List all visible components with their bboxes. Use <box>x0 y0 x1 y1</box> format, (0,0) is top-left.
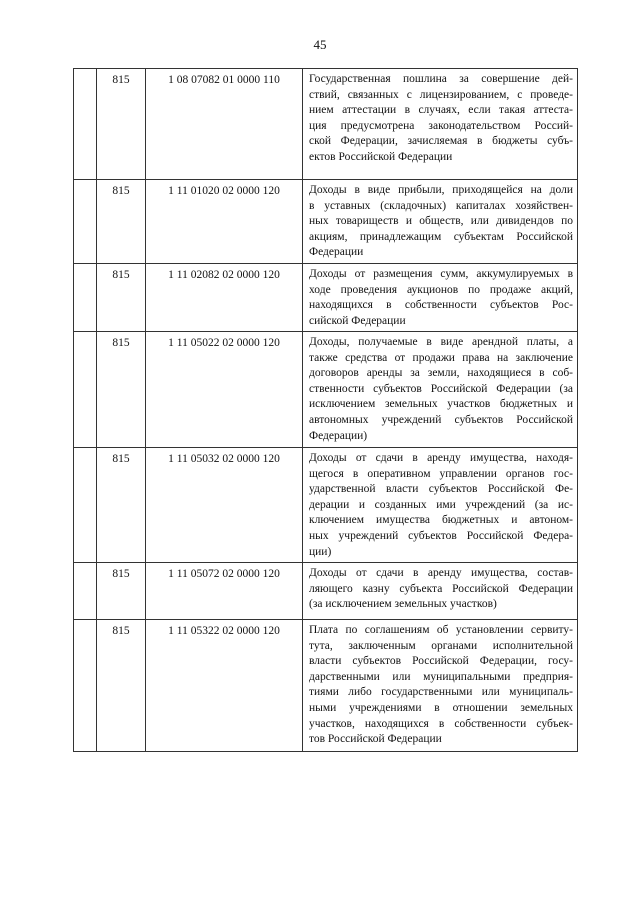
description-line: тиями либо государственными или муниципаль- <box>309 686 573 699</box>
description-line: в уставных (складочных) капиталах хозяйствен- <box>309 199 573 212</box>
description-cell <box>303 448 578 563</box>
blank-cell <box>74 563 97 620</box>
page-number: 45 <box>313 37 327 52</box>
description-cell <box>303 180 578 264</box>
budget-code-cell: 1 08 07082 01 0000 110 <box>146 69 303 180</box>
description-line: Доходы в виде прибыли, приходящейся на доли <box>309 184 573 196</box>
description-line: ции) <box>309 545 332 558</box>
budget-code-cell: 1 11 02082 02 0000 120 <box>146 264 303 332</box>
description-line: участков, находящихся в собственности субъек- <box>309 717 573 730</box>
description-line: сийской Федерации <box>309 314 406 327</box>
description-line: нием аттестации в случаях, если такая аттеста- <box>309 104 573 117</box>
table-row <box>74 264 578 332</box>
description-line: ными учреждениями в отношении земельных <box>309 701 573 714</box>
description-line: дерации и созданных ими учреждений (за ис- <box>309 498 573 511</box>
description-line: тов Российской Федерации <box>309 733 442 746</box>
description-line: тута, заключенным органами исполнительной <box>309 639 573 652</box>
description-line: ных учреждений субъектов Российской Федера- <box>309 529 573 542</box>
table-row <box>74 448 578 563</box>
description-line: также средства от продажи права на заключение <box>309 351 573 364</box>
description-line: Доходы от сдачи в аренду имущества, находя- <box>309 452 573 464</box>
admin-code-cell: 815 <box>97 563 146 620</box>
description-line: Доходы, получаемые в виде арендной платы, а <box>309 336 573 348</box>
admin-code-cell: 815 <box>97 448 146 563</box>
table-row <box>74 332 578 448</box>
blank-cell <box>74 180 97 264</box>
admin-code-cell: 815 <box>97 332 146 448</box>
description-line: Государственная пошлина за совершение дей- <box>309 73 573 85</box>
admin-code-cell: 815 <box>97 180 146 264</box>
description-cell <box>303 620 578 752</box>
admin-code-cell: 815 <box>97 264 146 332</box>
table-row <box>74 180 578 264</box>
description-line: ударственной власти субъектов Российской Фе- <box>309 483 573 496</box>
blank-cell <box>74 69 97 180</box>
table-row <box>74 620 578 752</box>
description-line: договоров аренды за земли, находящиеся в соб- <box>309 367 573 380</box>
description-line: Доходы от сдачи в аренду имущества, состав- <box>309 567 573 579</box>
table-row <box>74 69 578 180</box>
description-line: акциям, принадлежащим субъектам Российской <box>309 230 573 243</box>
budget-code-cell: 1 11 05032 02 0000 120 <box>146 448 303 563</box>
description-line: Федерации) <box>309 429 368 442</box>
description-line: ция предусмотрена законодательством Россий- <box>309 119 573 132</box>
description-line: ляющего казну субъекта Российской Федерации <box>309 582 573 595</box>
description-line: Федерации <box>309 246 364 259</box>
description-cell <box>303 264 578 332</box>
table-row <box>74 563 578 620</box>
budget-code-cell: 1 11 05072 02 0000 120 <box>146 563 303 620</box>
blank-cell <box>74 332 97 448</box>
description-cell <box>303 332 578 448</box>
description-line: (за исключением земельных участков) <box>309 598 497 611</box>
description-line: исключением земельных участков бюджетных и <box>309 398 573 411</box>
description-cell <box>303 563 578 620</box>
revenue-codes-table <box>73 68 578 752</box>
description-line: дарственными или муниципальными предприя- <box>309 670 573 683</box>
budget-code-cell: 1 11 01020 02 0000 120 <box>146 180 303 264</box>
budget-code-cell: 1 11 05322 02 0000 120 <box>146 620 303 752</box>
admin-code-cell: 815 <box>97 620 146 752</box>
description-line: находящихся в собственности субъектов Рос- <box>309 299 573 312</box>
description-line: щегося в оперативном управлении органов гос- <box>309 467 573 480</box>
description-line: Плата по соглашениям об установлении сервиту- <box>309 624 573 636</box>
budget-code-cell: 1 11 05022 02 0000 120 <box>146 332 303 448</box>
description-line: автономных учреждений субъектов Российской <box>309 413 573 426</box>
description-line: Доходы от размещения сумм, аккумулируемых в <box>309 268 573 280</box>
description-line: власти субъектов Российской Федерации, госу- <box>309 655 573 668</box>
description-line: ской Федерации, зачисляемая в бюджеты субъ- <box>309 135 573 148</box>
description-line: ектов Российской Федерации <box>309 150 453 163</box>
description-line: ствий, связанных с лицензированием, с проведе- <box>309 88 573 101</box>
blank-cell <box>74 264 97 332</box>
description-line: ключением имущества бюджетных и автоном- <box>309 514 573 527</box>
description-line: ных товариществ и обществ, или дивидендов по <box>309 215 573 228</box>
description-cell <box>303 69 578 180</box>
blank-cell <box>74 620 97 752</box>
description-line: ственности субъектов Российской Федерации (за <box>309 382 573 395</box>
table-body <box>74 69 578 752</box>
blank-cell <box>74 448 97 563</box>
admin-code-cell: 815 <box>97 69 146 180</box>
description-line: ходе проведения аукционов по продаже акций, <box>309 283 573 296</box>
